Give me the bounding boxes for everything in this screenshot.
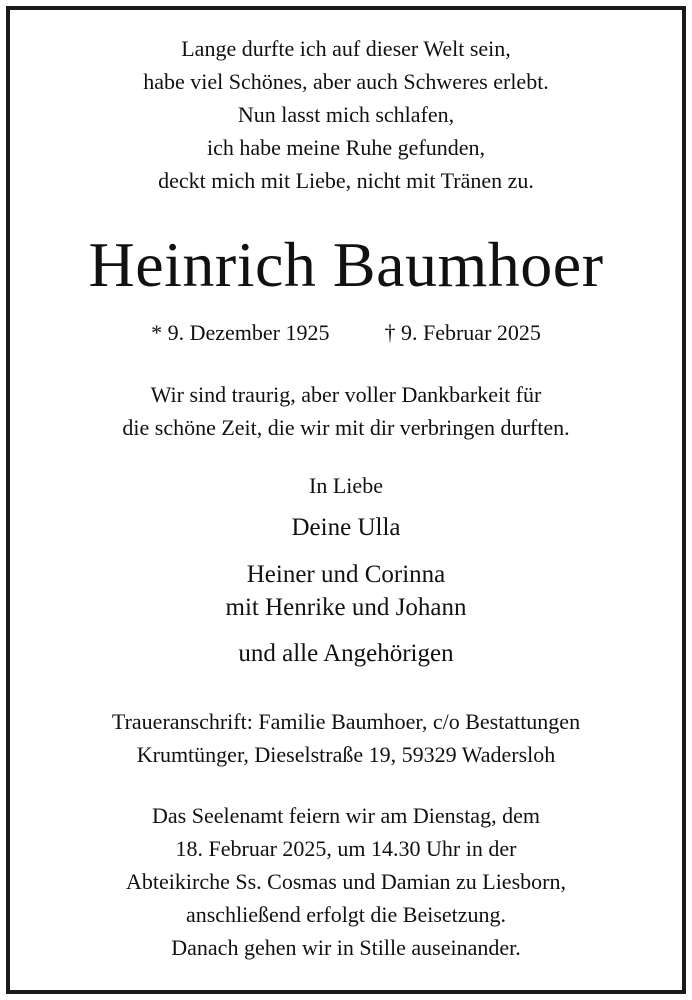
mourner-line: Deine Ulla <box>291 514 401 541</box>
death-date: † 9. Februar 2025 <box>384 320 541 345</box>
service-line: Abteikirche Ss. Cosmas und Damian zu Liesborn, <box>126 869 566 894</box>
service-line: 18. Februar 2025, um 14.30 Uhr in der <box>175 836 517 861</box>
poem-line: deckt mich mit Liebe, nicht mit Tränen zu. <box>158 168 534 193</box>
life-dates <box>0 320 692 346</box>
mourner-line: und alle Angehörigen <box>238 640 454 667</box>
birth-date: * 9. Dezember 1925 <box>151 320 330 345</box>
poem-line: Lange durfte ich auf dieser Welt sein, <box>181 36 511 61</box>
poem-line: ich habe meine Ruhe gefunden, <box>207 135 485 160</box>
service-line: anschließend erfolgt die Beisetzung. <box>185 902 507 927</box>
service-line: Danach gehen wir in Stille auseinander. <box>171 935 521 960</box>
in-love-label: In Liebe <box>309 473 383 498</box>
gratitude-line: die schöne Zeit, die wir mit dir verbringen durften. <box>122 415 570 440</box>
deceased-name: Heinrich Baumhoer <box>88 229 604 300</box>
gratitude-line: Wir sind traurig, aber voller Dankbarkeit für <box>150 382 542 407</box>
mourner-line: mit Henrike und Johann <box>225 594 467 621</box>
service-line: Das Seelenamt feiern wir am Dienstag, dem <box>152 803 540 828</box>
poem-line: Nun lasst mich schlafen, <box>237 102 455 127</box>
address-line: Krumtünger, Dieselstraße 19, 59329 Wadersloh <box>136 742 556 767</box>
poem-line: habe viel Schönes, aber auch Schweres erlebt. <box>143 69 549 94</box>
mourner-line: Heiner und Corinna <box>246 561 446 588</box>
address-line: Traueranschrift: Familie Baumhoer, c/o Bestattungen <box>111 709 581 734</box>
